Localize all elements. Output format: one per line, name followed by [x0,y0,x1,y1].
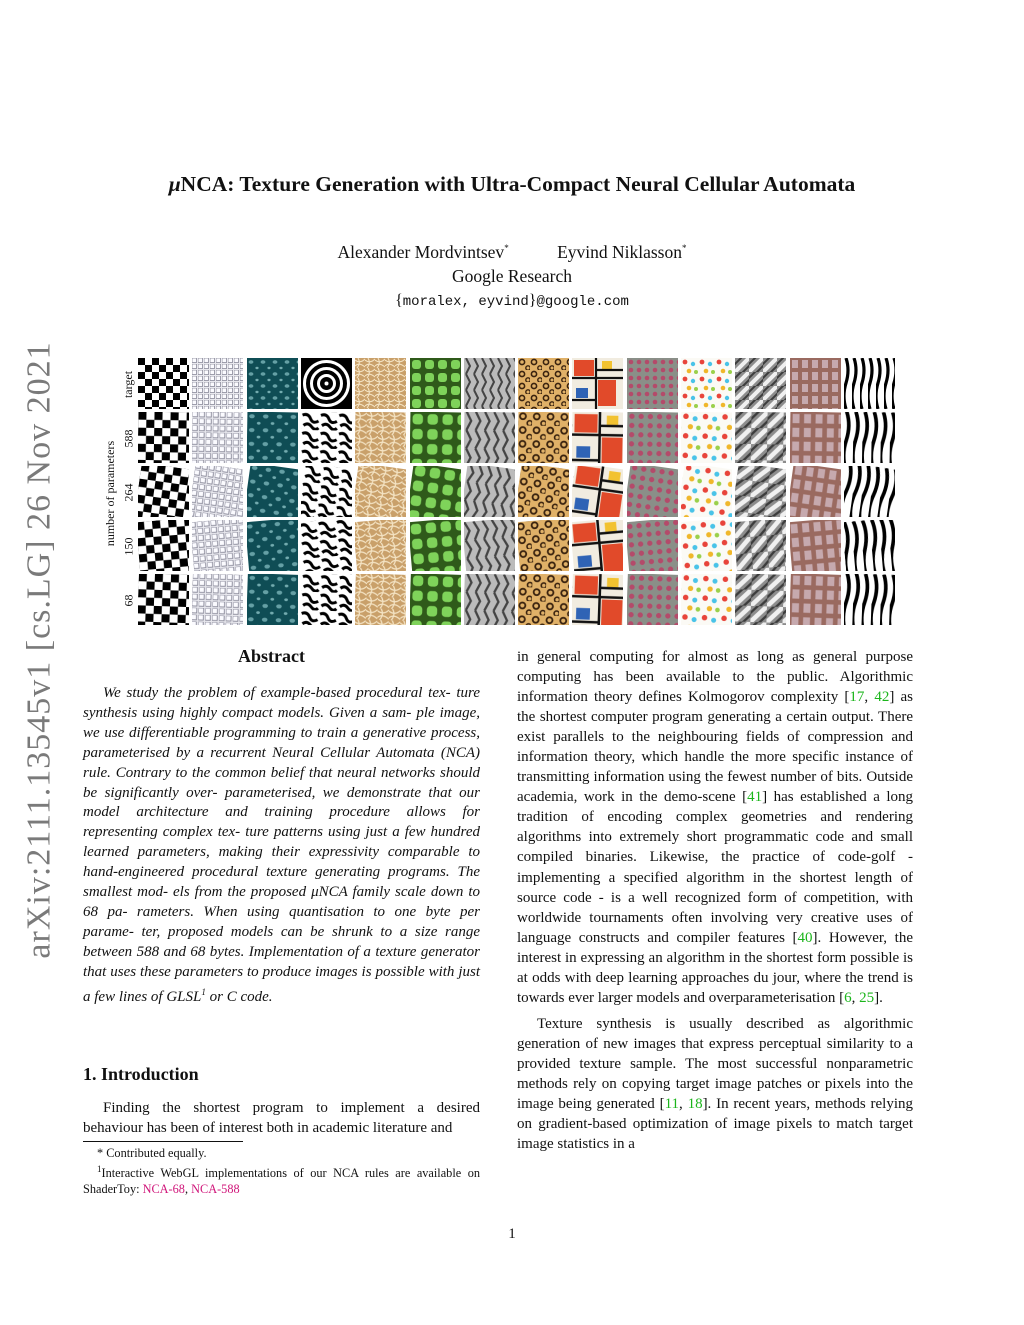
author-1-name: Alexander Mordvintsev [337,242,505,262]
page-number: 1 [508,1226,516,1242]
title-text: NCA: Texture Generation with Ultra-Compact Neural Cellular Automata [180,172,856,196]
texture-tile-candy-dots-264 [681,466,732,517]
texture-tile-green-cells-588 [410,412,461,463]
abstract-heading: Abstract [238,646,305,666]
texture-tile-dots-grid-68 [627,574,678,625]
texture-tile-zebra-stripes-264 [844,466,895,517]
texture-tile-fibers-264 [355,466,406,517]
affiliation: Google Research [451,266,573,286]
texture-tile-mondrian-588 [572,412,623,463]
texture-tile-wavy-lines-target [464,358,515,409]
citation-41[interactable]: 41 [747,789,763,806]
abstract-line: ture patterns using just a few hundred learned parameters, [83,824,480,861]
citation-17[interactable]: 17 [849,689,865,706]
text-run: ]. In recent years, methods relying on gradient-based optimization of image pixels to match target image statistics in a [517,1096,914,1153]
texture-tile-grid-target [192,358,243,409]
footnote-1-number: 1 [97,1164,102,1174]
texture-tile-checkerboard-68 [138,574,189,625]
right-paragraph-1 [517,647,913,1008]
abstract-line: We study the problem of example-based procedural tex- [103,685,451,701]
footnote-1-text: Interactive WebGL implementations of our NCA rules are available on ShaderToy: [83,1166,480,1197]
author-1-mark: * [504,243,509,254]
abstract-paragraph [83,684,480,1008]
text-run: ]. [874,989,883,1006]
texture-tile-water-drops-150 [247,520,298,571]
paper-title [0,172,1024,197]
texture-tile-fibers-68 [355,574,406,625]
texture-tile-folds-150 [735,520,786,571]
texture-tile-checkerboard-588 [138,412,189,463]
texture-tile-dots-grid-target [627,358,678,409]
texture-tile-dots-grid-588 [627,412,678,463]
row-label-68-text: 68 [121,594,136,606]
introduction-body [83,1098,480,1138]
abstract-line: 588 and 68 bytes. Implementation of a texture generator [136,943,480,960]
texture-tile-zebra-stripes-target [844,358,895,409]
texture-tile-wavy-lines-588 [464,412,515,463]
citation-18[interactable]: 18 [687,1096,703,1113]
texture-tile-checkerboard-target [138,358,189,409]
texture-tile-concentric-rings-264 [301,466,352,517]
text-run: ] as the shortest computer program generating a certain output. There exist parallels to the neighbouring fields of compression and information theory, which handle the more specific instance of transmitting information using the fewest number of bits. Outside academia, work in the demo-scene [ [517,689,913,806]
text-run: , [679,1096,688,1113]
texture-tile-zebra-stripes-150 [844,520,895,571]
text-run: , [851,989,860,1006]
author-2-mark: * [682,243,687,254]
abstract-line: els from the proposed μNCA family scale down to 68 pa- [83,884,481,920]
author-2-name: Eyvind Niklasson [557,242,682,262]
texture-tile-fibers-588 [355,412,406,463]
citation-6[interactable]: 6 [844,989,852,1006]
abstract-line: ture synthesis using highly compact models. Given a sam- [83,685,480,721]
texture-tile-checkerboard-264 [138,466,189,517]
texture-tile-brick-facade-588 [790,412,841,463]
texture-tile-grid-264 [192,466,243,517]
texture-tile-brick-facade-150 [790,520,841,571]
intro-paragraph: Finding the shortest program to implement a desired behaviour has been of interest both in academic literature and [83,1100,480,1136]
texture-tile-brick-facade-68 [790,574,841,625]
right-paragraph-2 [517,1014,913,1154]
texture-tile-leopard-target [518,358,569,409]
texture-tile-candy-dots-150 [681,520,732,571]
texture-tile-folds-264 [735,466,786,517]
texture-tile-concentric-rings-588 [301,412,352,463]
shadertoy-link-nca-68[interactable]: NCA-68 [142,1182,185,1197]
texture-tile-brick-facade-264 [790,466,841,517]
texture-tile-green-cells-150 [410,520,461,571]
row-label-68 [118,574,140,626]
footnote-star: * Contributed equally. [97,1146,207,1160]
text-run: in general computing for almost as long as general purpose computing has been available to the public. Algorithmic information theory defines Kolmogorov complexity [ [517,649,913,706]
texture-tile-dots-grid-150 [627,520,678,571]
abstract-line: parameterised, we demonstrate that our model architecture [83,784,480,821]
footnote-1 [83,1161,480,1197]
texture-tile-fibers-150 [355,520,406,571]
texture-tile-mondrian-68 [572,574,623,625]
introduction-heading: 1. Introduction [83,1064,199,1084]
texture-tile-candy-dots-68 [681,574,732,625]
texture-tile-water-drops-588 [247,412,298,463]
right-column [517,647,913,1154]
footnote-marker[interactable]: 1 [201,986,206,997]
texture-tile-fibers-target [355,358,406,409]
texture-tile-water-drops-68 [247,574,298,625]
email-brace-close: } [528,292,537,309]
citation-40[interactable]: 40 [797,929,813,946]
row-label-target [118,358,140,410]
text-run: Texture synthesis is usually described as algorithmic generation of new images that express perceptual similarity to a provided texture sample. The most successful nonparametric methods rely on copying target image patches or pixels into the image being generated [ [517,1015,913,1113]
citation-11[interactable]: 11 [664,1096,680,1113]
abstract-line: that uses these parameters to produce images is possible [83,963,425,980]
figure-y-axis-text: number of parameters [103,440,118,547]
abstract-line: procedural texture generating programs. The smallest mod- [83,864,481,901]
texture-tile-grid-150 [192,520,243,571]
texture-tile-leopard-264 [518,466,569,517]
text-run: , [864,689,875,706]
author-2 [557,242,686,263]
abstract-line: Cellular Automata (NCA) rule. Contrary to the common [83,744,480,781]
abstract-line: rameters. When using quantisation to one byte per parame- [83,903,481,940]
texture-tile-checkerboard-150 [138,520,189,571]
texture-tile-folds-68 [735,574,786,625]
abstract-line: and training procedure allows for representing complex tex- [83,804,481,841]
texture-tile-green-cells-264 [410,466,461,517]
email-users: moralex, eyvind [402,294,529,310]
texture-tile-leopard-68 [518,574,569,625]
texture-tile-grid-68 [192,574,243,625]
texture-tile-wavy-lines-264 [464,466,515,517]
row-label-588 [118,412,140,464]
texture-tile-mondrian-264 [572,466,623,517]
texture-tile-water-drops-264 [247,466,298,517]
texture-tile-folds-target [735,358,786,409]
arxiv-identifier [10,341,70,959]
abstract-line: or C code. [205,988,273,1005]
text-run: ] has established a long tradition of encoding complex geometries and rendering algorithms into extremely short programmatic code and small compiled binaries. Likewise, the practice of code-golf - implementing a specified algorithm in the shortest length of source code - is a well recognized form of competition, with worldwide tournaments often involving very creative uses of language constructs and compiler features [ [517,789,913,946]
texture-tile-folds-588 [735,412,786,463]
row-label-264 [118,466,140,518]
texture-tile-candy-dots-588 [681,412,732,463]
email-brace-open: { [395,292,403,309]
author-1 [337,242,508,263]
texture-tile-dots-grid-264 [627,466,678,517]
texture-tile-leopard-150 [518,520,569,571]
texture-tile-mondrian-target [572,358,623,409]
texture-tile-wavy-lines-150 [464,520,515,571]
abstract-line: making their expressivity comparable to hand-engineered [83,844,481,881]
abstract-line: ple image, we use differentiable programming to train a [83,704,481,741]
arxiv-text: arXiv:2111.13545v1 [cs.LG] 26 Nov 2021 [21,341,58,959]
texture-tile-candy-dots-target [681,358,732,409]
row-label-588-text: 588 [121,429,136,447]
row-label-150 [118,520,140,572]
texture-tile-water-drops-target [247,358,298,409]
texture-tile-green-cells-68 [410,574,461,625]
citation-25[interactable]: 25 [859,989,875,1006]
texture-tile-zebra-stripes-588 [844,412,895,463]
texture-tile-grid-588 [192,412,243,463]
texture-tile-wavy-lines-68 [464,574,515,625]
abstract-body [83,684,480,1008]
row-label-150-text: 150 [121,537,136,555]
text-run: ]. However, the interest in expressing an algorithm in the shortest form possible is at odds with deep learning approaches du jour, where the trend is towards ever larger models and overparameterisation [ [517,929,913,1006]
author-list [0,242,1024,263]
texture-tile-leopard-588 [518,412,569,463]
texture-tile-mondrian-150 [572,520,623,571]
citation-42[interactable]: 42 [874,689,890,706]
shadertoy-link-nca-588[interactable]: NCA-588 [191,1182,240,1197]
abstract-line: ter, proposed models can be shrunk to a size range between [83,923,480,960]
row-label-264-text: 264 [121,483,136,501]
footnote-1-separator: , [184,1182,192,1197]
abstract-line: with just a few lines of GLSL [83,963,481,1005]
footnote-rule [83,1141,243,1142]
footnotes [83,1145,480,1197]
texture-tile-green-cells-target [410,358,461,409]
author-emails [0,292,1024,310]
texture-tile-concentric-rings-target [301,358,352,409]
abstract-line: generative process, parameterised by a recurrent Neural [83,724,480,761]
title-mu: μ [168,172,181,196]
texture-tile-brick-facade-target [790,358,841,409]
texture-tile-concentric-rings-150 [301,520,352,571]
texture-tile-concentric-rings-68 [301,574,352,625]
texture-figure [100,356,895,631]
email-domain: @google.com [536,294,629,310]
texture-tile-zebra-stripes-68 [844,574,895,625]
row-label-target-text: target [121,370,136,398]
abstract-line: belief that neural networks should be significantly over- [83,764,481,801]
